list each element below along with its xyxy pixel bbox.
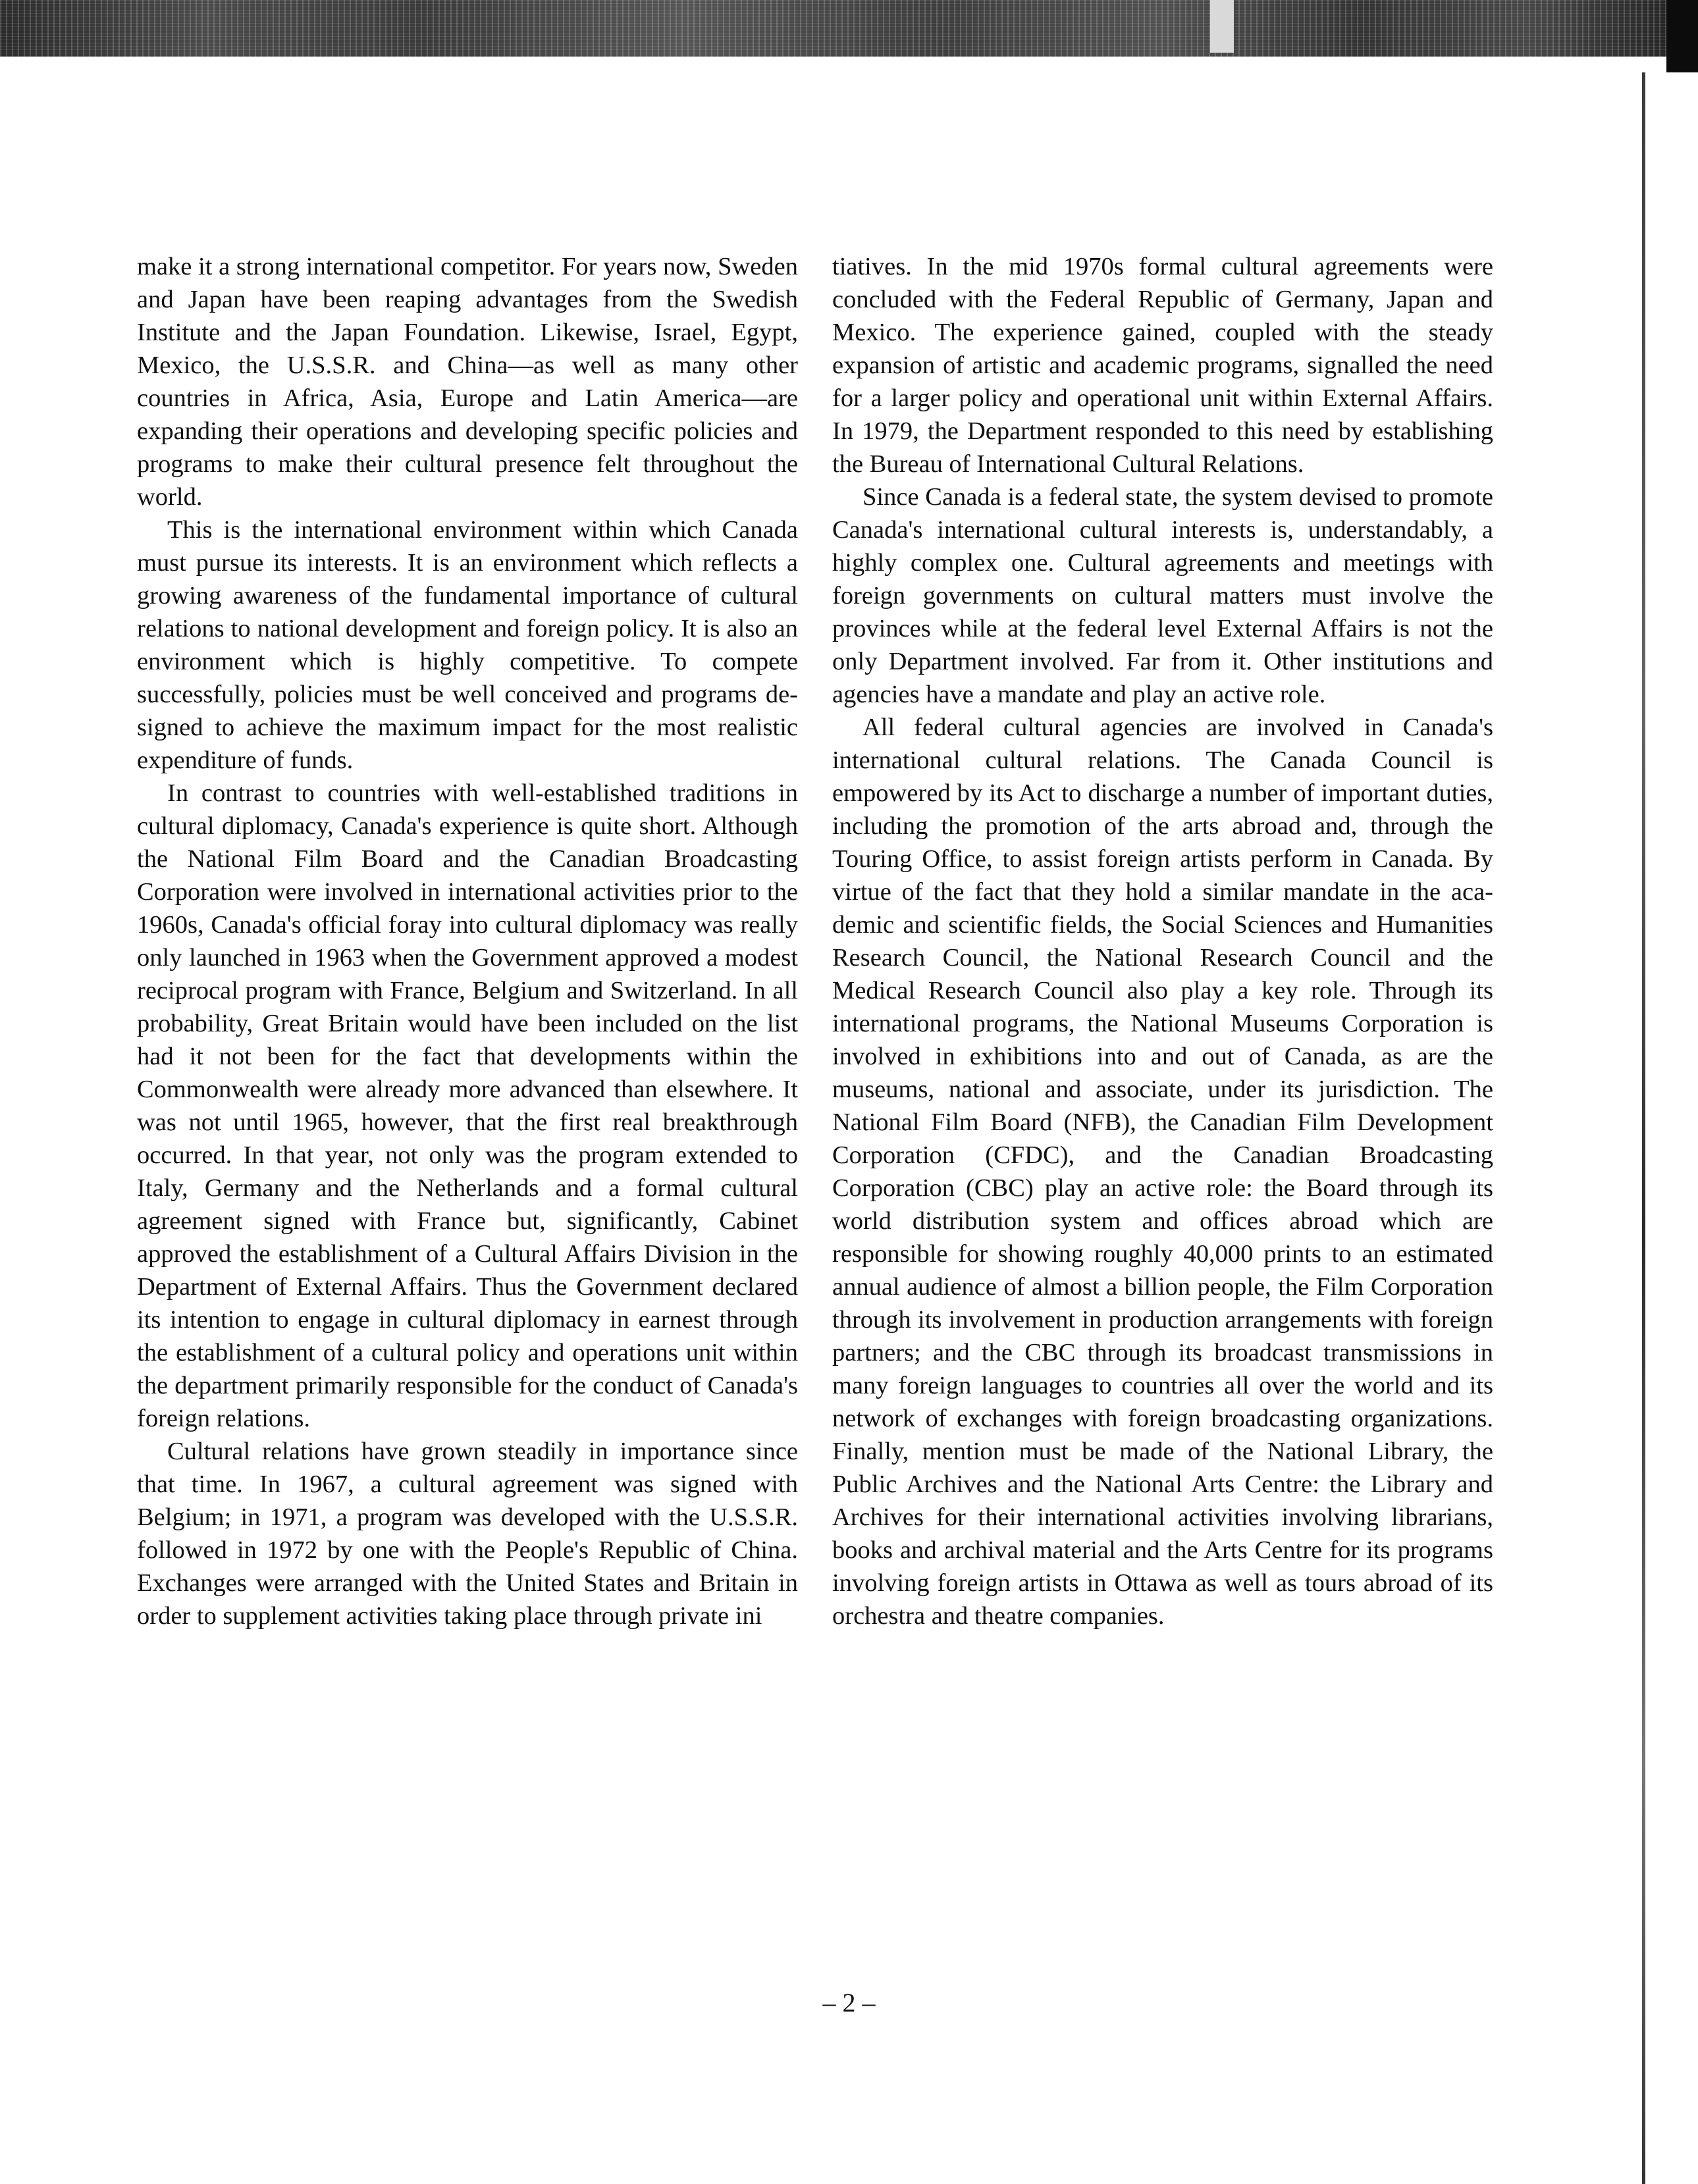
right-column — [832, 250, 1493, 1632]
paragraph-canada-experience: In contrast to countries with well-established traditions in cultural diplomacy, Canada's experience is quite short. Although the National Film Board and the Canadian Broadcasting Corporation were involved in international activities prior to the 1960s, Canada's official foray into cultural diplomacy was really only launched in 1963 when the Government approved a modest reciprocal program with France, Belgium and Switzerland. In all probability, Great Britain would have been included on the list had it not been for the fact that developments within the Commonwealth were already more advanced than elsewhere. It was not until 1965, however, that the first real breakthrough occurred. In that year, not only was the program extended to Italy, Germany and the Netherlands and a formal cultural agreement signed with France but, significantly, Cabinet approved the establishment of a Cultural Affairs Division in the Department of External Affairs. Thus the Government declared its intention to engage in cultural diplomacy in earnest through the establishment of a cultural policy and operations unit within the department primarily responsible for the conduct of Canada's foreign relations. — [137, 779, 798, 1432]
scan-notch — [1210, 0, 1234, 53]
paragraph-federal-agencies: All federal cultural agencies are involved in Canada's international cultural relations. The Canada Council is empowered by its Act to discharge a number of important duties, including the promotion of the arts abroad and, through the Touring Office, to assist foreign artists perform in Canada. By virtue of the fact that they hold a similar mandate in the academic and scientific fields, the Social Sciences and Humanities Research Council, the National Research Council and the Medical Research Council also play a key role. Through its international programs, the National Museums Corporation is involved in exhibitions into and out of Canada, as are the museums, national and associate, under its jurisdiction. The National Film Board (NFB), the Canadian Film Development Corporation (CFDC), and the Canadian Broadcasting Corporation (CBC) play an active role: the Board through its world distribution system and offices abroad which are responsible for showing roughly 40,000 prints to an estimated annual audience of almost a billion people, the Film Corporation through its involvement in production arrangements with foreign partners; and the CBC through its broadcast transmissions in many foreign languages to countries all over the world and its network of exchanges with foreign broadcasting organizations. Finally, mention must be made of the National Library, the Public Archives and the National Arts Centre: the Library and Archives for their international activities involving librarians, books and archival material and the Arts Centre for its programs involving foreign artists in Ottawa as well as tours abroad of its orchestra and theatre companies. — [832, 714, 1493, 1630]
paragraph-federal-state: Since Canada is a federal state, the system devised to promote Canada's international cultural interests is, understandably, a highly complex one. Cultural agreements and meetings with foreign governments on cultural matters must involve the provinces while at the federal level External Affairs is not the only Department involved. Far from it. Other institutions and agencies have a mandate and play an active role. — [832, 483, 1493, 708]
paragraph-international-environment: This is the international environment within which Canada must pursue its interests. It is an environment which reflects a growing awareness of the fundamental importance of cultural relations to national development and foreign policy. It is also an environment which is highly competitive. To compete successfully, policies must be well conceived and programs designed to achieve the maximum impact for the most realistic expenditure of funds. — [137, 516, 798, 774]
scan-border-right — [1642, 72, 1645, 2184]
left-column — [137, 250, 798, 1632]
scan-edge-corner — [1666, 0, 1698, 72]
paragraph-continuation: make it a strong international competitor. For years now, Sweden and Japan have been reaping advantages from the Swedish Institute and the Japan Foundation. Likewise, Israel, Egypt, Mexico, the U.S.S.R. and China—as well as many other countries in Africa, Asia, Europe and Latin America—are expanding their operations and developing specific policies and programs to make their cultural presence felt throughout the world. — [137, 253, 798, 511]
paragraph-cultural-relations-growth: Cultural relations have grown steadily in importance since that time. In 1967, a cultural agreement was signed with Belgium; in 1971, a program was developed with the U.S.S.R. followed in 1972 by one with the People's Republic of China. Exchanges were arranged with the United States and Britain in order to supplement activities taking place through private ini — [137, 1438, 798, 1630]
paragraph-continuation-right: tiatives. In the mid 1970s formal cultural agreements were concluded with the Federal Republic of Germany, Japan and Mexico. The experience gained, coupled with the steady expansion of artistic and academic programs, signalled the need for a larger policy and operational unit within External Affairs. In 1979, the Department responded to this need by establishing the Bureau of International Cultural Relations. — [832, 253, 1493, 478]
scan-border-top — [0, 0, 1698, 57]
page-number: – 2 – — [822, 1988, 876, 2017]
